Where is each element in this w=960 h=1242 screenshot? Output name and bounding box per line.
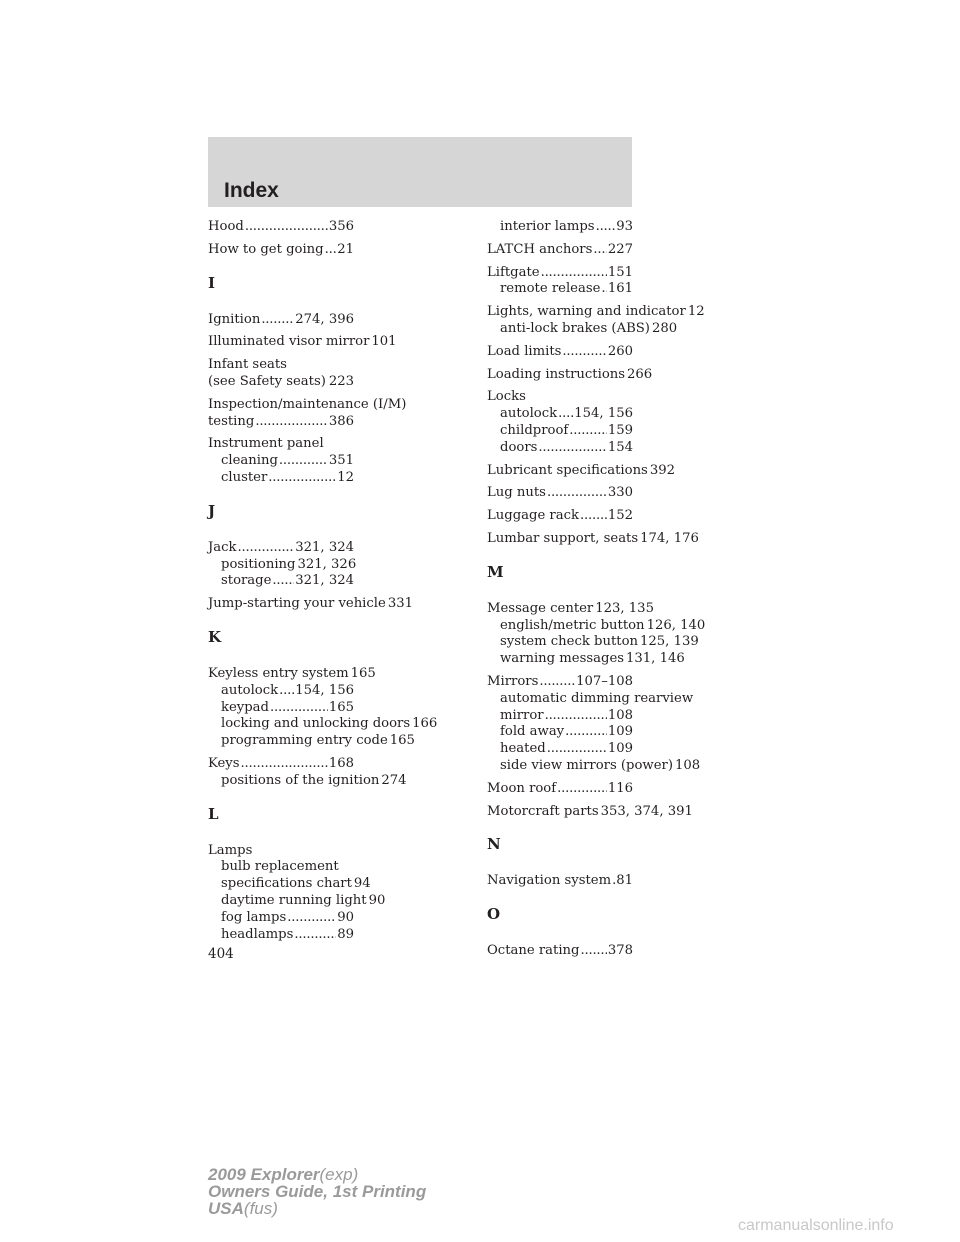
index-term: heated (500, 741, 546, 757)
dot-leader (279, 683, 294, 700)
page-ref: 109 (607, 741, 633, 757)
index-term: Motorcraft parts (487, 803, 599, 819)
index-term: english/metric button (500, 617, 645, 633)
page-ref: 223 (328, 373, 354, 389)
dot-leader (569, 423, 607, 440)
index-term: How to get going (208, 241, 324, 257)
index-term: Navigation system (487, 873, 612, 889)
dot-leader (545, 708, 607, 725)
index-entry (487, 242, 633, 259)
page-ref: 107–108 (576, 673, 633, 689)
print-footer (208, 1166, 426, 1217)
page-ref: 166 (412, 716, 438, 732)
page-ref: 154, 156 (574, 406, 633, 422)
footer-printing: Owners Guide, 1st Printing (208, 1182, 427, 1201)
page-ref: 174, 176 (640, 530, 699, 546)
index-line (487, 757, 701, 775)
index-term: childproof (500, 422, 569, 438)
index-term: keypad (221, 699, 269, 715)
index-line (487, 708, 633, 725)
index-line (208, 733, 415, 750)
page-ref: 126, 140 (646, 617, 706, 633)
page-ref: 90 (337, 909, 354, 925)
index-line (487, 617, 706, 635)
index-line (487, 304, 705, 321)
index-line (208, 892, 386, 910)
index-term: fog lamps (221, 909, 287, 925)
page-ref: 131, 146 (626, 651, 685, 667)
index-term: Lamps (208, 842, 253, 858)
index-term: autolock (221, 682, 279, 698)
index-line (208, 716, 438, 733)
index-term: Luggage rack (487, 508, 579, 524)
index-term: doors (500, 439, 538, 455)
dot-leader (272, 573, 294, 590)
index-term: Keys (208, 755, 240, 771)
index-term: positions of the ignition (221, 772, 380, 788)
dot-leader (593, 242, 606, 259)
index-term: Mirrors (487, 673, 539, 689)
index-term: (see Safety seats) (208, 373, 326, 389)
index-entry (208, 539, 357, 590)
dot-leader (255, 414, 328, 431)
page-ref: 123, 135 (595, 600, 654, 616)
index-line (487, 219, 633, 236)
index-entry (487, 873, 633, 890)
page-ref: 274 (381, 772, 407, 788)
index-term: Lug nuts (487, 485, 546, 501)
page-ref: 90 (368, 892, 386, 908)
dot-leader (547, 741, 607, 758)
page-ref: 12 (337, 469, 354, 485)
index-term: warning messages (500, 651, 625, 667)
index-term: anti-lock brakes (ABS) (500, 320, 650, 336)
index-line (208, 453, 354, 470)
dot-leader (261, 312, 294, 329)
page-ref: 266 (627, 366, 653, 382)
index-line (208, 540, 354, 557)
page-ref: 227 (607, 241, 633, 257)
index-term: Liftgate (487, 264, 540, 280)
index-line (487, 242, 633, 259)
index-term: autolock (500, 406, 558, 422)
page-ref: 260 (607, 343, 633, 359)
index-term: Locks (487, 389, 526, 405)
dot-leader (241, 756, 328, 773)
index-term: positioning (221, 556, 296, 572)
dot-leader (268, 470, 336, 487)
index-term: cleaning (221, 453, 278, 469)
index-line (208, 927, 354, 944)
page-ref: 386 (328, 413, 354, 429)
index-line (208, 772, 407, 790)
page-ref: 94 (353, 876, 371, 892)
index-term: Jack (208, 539, 237, 555)
page-ref: 331 (387, 596, 413, 612)
index-term: Moon roof (487, 780, 557, 796)
index-term: interior lamps (500, 219, 595, 234)
index-line (487, 485, 633, 502)
index-term: Octane rating (487, 943, 580, 959)
page-ref: 81 (616, 873, 633, 889)
index-line (208, 470, 354, 487)
index-line (487, 344, 633, 361)
section-letter: J (208, 501, 216, 520)
index-term: testing (208, 413, 255, 429)
index-line (208, 312, 354, 329)
dot-leader (596, 219, 616, 236)
index-term: programming entry code (221, 733, 388, 749)
index-entry (487, 389, 633, 456)
index-term: mirror (500, 707, 544, 723)
section-letter: L (208, 804, 219, 823)
index-entry (208, 219, 354, 236)
page-ref: 351 (328, 453, 354, 469)
index-term: Illuminated visor mirror (208, 334, 370, 350)
index-term: fold away (500, 724, 565, 740)
footer-market-code: (fus) (243, 1199, 278, 1218)
index-term: daytime running light (221, 892, 367, 908)
index-line (208, 700, 354, 717)
page-ref: 108 (674, 757, 701, 773)
index-entry (487, 943, 633, 960)
index-entry (208, 596, 413, 613)
index-entry (487, 673, 701, 775)
section-letter: M (487, 562, 504, 581)
footer-model: 2009 Explorer (208, 1165, 320, 1184)
footer-market: USA (208, 1199, 244, 1218)
index-entry (208, 312, 354, 329)
dot-leader (547, 485, 607, 502)
index-line (208, 374, 354, 391)
index-line (487, 462, 675, 480)
index-line (487, 803, 693, 821)
index-line (208, 665, 376, 683)
page-ref: 321, 326 (297, 556, 357, 572)
dot-leader (270, 700, 328, 717)
index-term: LATCH anchors (487, 241, 593, 257)
page-ref: 353, 374, 391 (600, 803, 693, 819)
dot-leader (580, 943, 606, 960)
index-line (487, 508, 633, 525)
page-ref: 165 (389, 733, 415, 749)
index-term: Keyless entry system (208, 665, 349, 681)
index-term: Lubricant specifications (487, 462, 648, 478)
index-line (487, 674, 633, 691)
page-ref: 321, 324 (295, 539, 354, 555)
index-term: Infant seats (208, 357, 287, 373)
dot-leader (558, 406, 573, 423)
page-ref: 109 (607, 724, 633, 740)
index-entry (487, 600, 706, 668)
index-term: Loading instructions (487, 366, 626, 382)
index-entry (487, 304, 705, 338)
index-line (487, 366, 653, 384)
page-ref: 151 (607, 264, 633, 280)
index-entry (487, 344, 633, 361)
index-term: Jump-starting your vehicle (208, 596, 386, 612)
index-line (487, 320, 678, 338)
dot-leader (612, 873, 615, 890)
index-entry (208, 665, 438, 750)
index-entry (208, 334, 397, 351)
dot-leader (327, 374, 328, 391)
index-line (208, 573, 354, 590)
dot-leader (245, 219, 328, 236)
index-line (487, 406, 633, 423)
index-entry (208, 755, 407, 790)
index-line (208, 683, 354, 700)
index-entry (487, 803, 693, 821)
page-ref: 356 (328, 219, 354, 234)
dot-leader (557, 781, 607, 798)
index-line (208, 756, 354, 773)
index-line (487, 781, 633, 798)
index-term: bulb replacement (221, 859, 339, 875)
dot-leader (539, 674, 575, 691)
index-column-right (487, 219, 706, 966)
page-ref: 101 (371, 334, 397, 350)
page-ref: 93 (616, 219, 633, 234)
index-line (208, 242, 354, 259)
index-term: Lights, warning and indicator (487, 304, 686, 320)
index-line (208, 414, 354, 431)
index-entry (487, 265, 633, 299)
index-entry (208, 842, 386, 944)
page-ref: 165 (328, 699, 354, 715)
index-line (208, 596, 413, 613)
index-entry (487, 219, 633, 236)
index-term: side view mirrors (power) (500, 757, 673, 773)
index-line (208, 556, 357, 574)
index-header-band (208, 137, 632, 207)
index-line (208, 910, 354, 927)
index-line (487, 873, 633, 890)
index-entry (487, 781, 633, 798)
footer-model-code: (exp) (319, 1165, 359, 1184)
index-line (487, 281, 633, 298)
dot-leader (238, 540, 295, 557)
page-ref: 378 (607, 943, 633, 959)
index-term: Lumbar support, seats (487, 530, 639, 546)
dot-leader (279, 453, 328, 470)
section-letter: I (208, 273, 216, 292)
index-line (487, 943, 633, 960)
index-line (487, 530, 699, 548)
index-entry (208, 436, 354, 486)
page-ref: 154, 156 (295, 682, 354, 698)
page-ref: 392 (649, 462, 675, 478)
index-term: Instrument panel (208, 436, 324, 452)
index-entry (487, 485, 633, 502)
dot-leader (538, 440, 606, 457)
dot-leader (294, 927, 336, 944)
section-letter: N (487, 835, 501, 854)
index-line (487, 724, 633, 741)
dot-leader (541, 265, 607, 282)
dot-leader (580, 508, 607, 525)
index-term: cluster (221, 469, 268, 485)
page-ref: 159 (607, 422, 633, 438)
page-ref: 89 (337, 926, 354, 942)
dot-leader (287, 910, 336, 927)
page-title: Index (224, 179, 279, 202)
index-line (487, 741, 633, 758)
index-entry (487, 366, 653, 384)
index-column-left (208, 219, 438, 949)
index-term: storage (221, 573, 272, 589)
index-term: specifications chart (221, 876, 352, 892)
page-ref: 108 (607, 707, 633, 723)
dot-leader (565, 724, 607, 741)
index-entry (487, 508, 633, 525)
dot-leader (325, 242, 337, 259)
index-line (487, 600, 654, 618)
index-term: system check button (500, 634, 639, 650)
page-ref: 125, 139 (640, 634, 699, 650)
page-ref: 274, 396 (295, 311, 354, 327)
index-entry (487, 530, 699, 548)
index-term: headlamps (221, 926, 294, 942)
page-ref: 165 (350, 665, 376, 681)
index-term: remote release (500, 281, 601, 297)
page-ref: 154 (607, 439, 633, 455)
index-line (487, 265, 633, 282)
section-letter: K (208, 627, 222, 646)
index-line (208, 876, 371, 893)
index-line (487, 440, 633, 457)
page-ref: 21 (337, 241, 354, 257)
page-ref: 12 (687, 304, 705, 320)
watermark: carmanualsonline.info (738, 1217, 894, 1234)
index-term: Hood (208, 219, 244, 234)
page-ref: 116 (607, 780, 633, 796)
page-ref: 152 (607, 508, 633, 524)
index-term: automatic dimming rearview (500, 690, 694, 706)
index-line (487, 651, 685, 668)
index-entry (208, 242, 354, 259)
index-term: Load limits (487, 343, 562, 359)
index-line (208, 334, 397, 351)
index-term: Message center (487, 600, 594, 616)
page-number: 404 (208, 946, 234, 962)
section-letter: O (487, 905, 501, 924)
index-term: Ignition (208, 311, 261, 327)
index-entry (208, 396, 407, 431)
page-ref: 330 (607, 485, 633, 501)
index-line (487, 634, 699, 651)
index-line (208, 219, 354, 236)
index-line (487, 423, 633, 440)
dot-leader (601, 281, 606, 298)
page-ref: 280 (651, 320, 678, 336)
page-ref: 168 (328, 755, 354, 771)
dot-leader (562, 344, 606, 361)
index-entry (208, 357, 354, 391)
index-entry (487, 462, 675, 480)
page-ref: 161 (607, 281, 633, 297)
index-term: Inspection/maintenance (I/M) (208, 396, 407, 412)
index-term: locking and unlocking doors (221, 716, 411, 732)
page-ref: 321, 324 (295, 573, 354, 589)
